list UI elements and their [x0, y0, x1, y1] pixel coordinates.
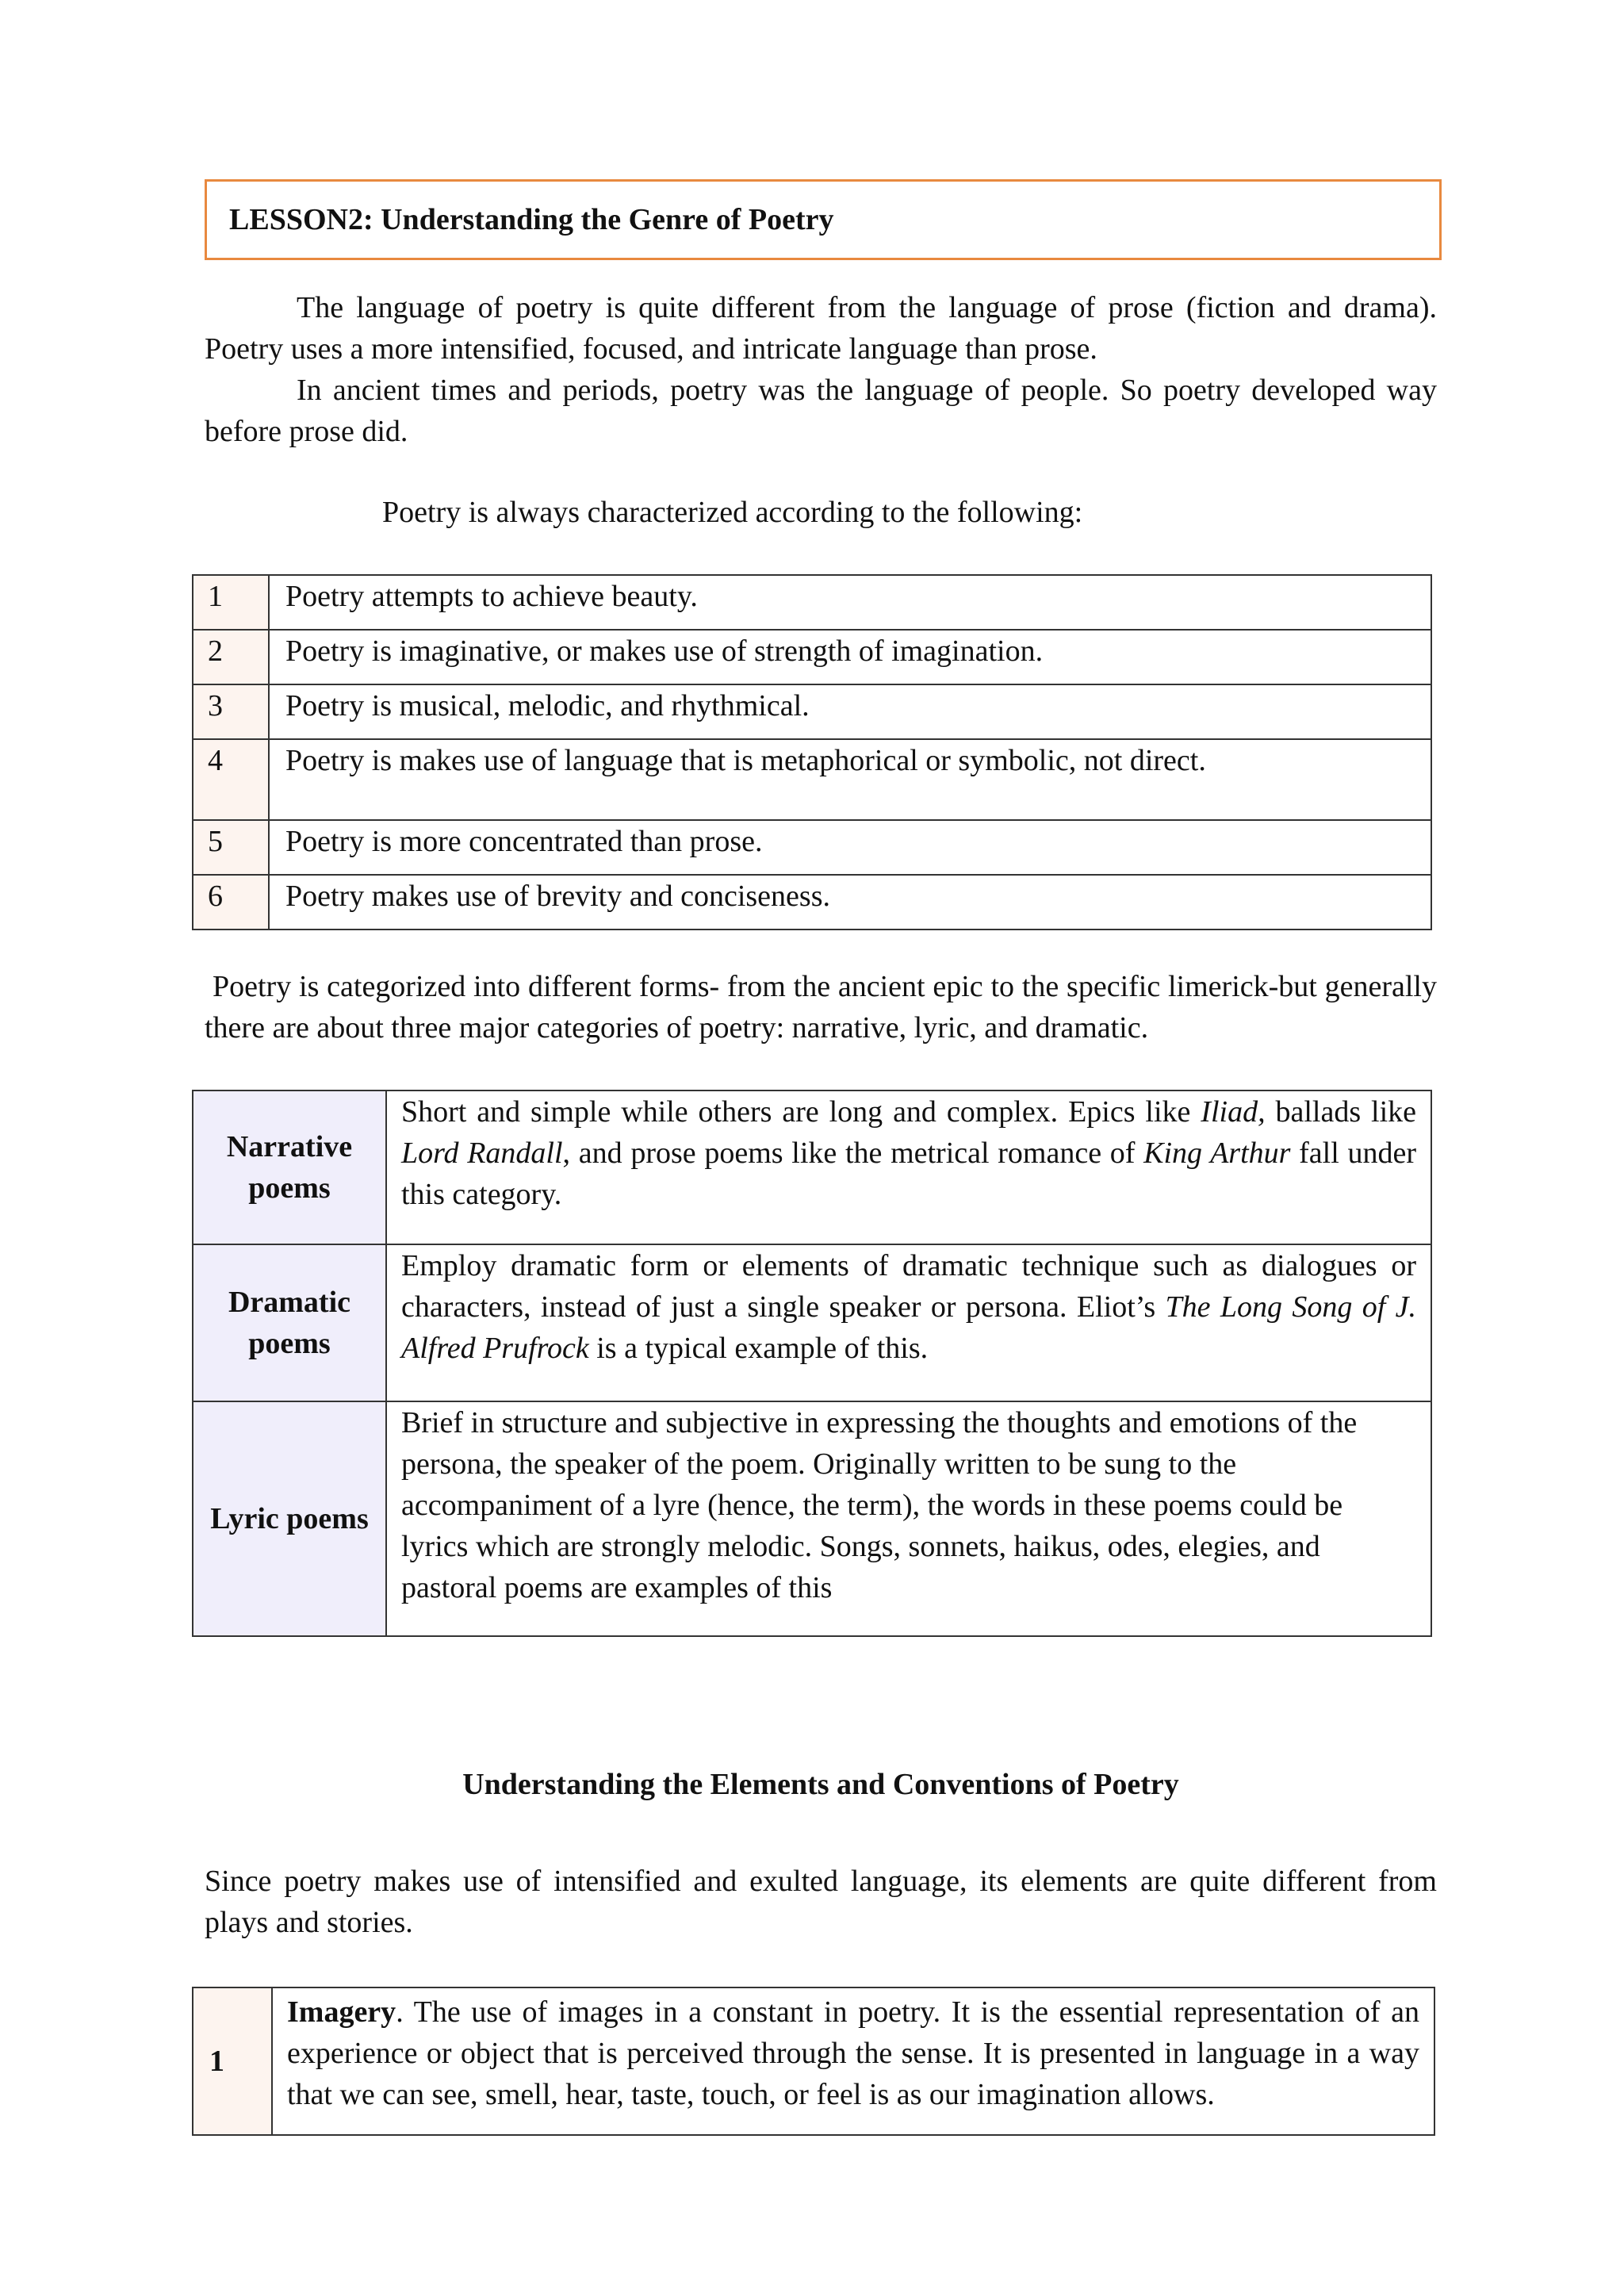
elements-intro: Since poetry makes use of intensified and exulted language, its elements are quite different from plays and stories.: [205, 1865, 1437, 1939]
category-description: Short and simple while others are long and complex. Epics like Iliad, ballads like Lord Randall, and prose poems like the metrical romance of King Arthur fall under this category.: [386, 1091, 1431, 1244]
category-name: Narrative poems: [193, 1091, 386, 1244]
row-text: Poetry is imaginative, or makes use of strength of imagination.: [269, 630, 1431, 684]
table-row: [193, 820, 1431, 875]
characteristics-lead: Poetry is always characterized according to the following:: [382, 496, 1083, 529]
intro-paragraph-1: The language of poetry is quite different from the language of prose (fiction and drama). Poetry uses a more intensified, focused, and intricate language than prose.: [205, 291, 1437, 366]
lesson-title-box: [205, 179, 1442, 260]
categories-intro: Poetry is categorized into different forms- from the ancient epic to the specific limerick-but generally there are about three major categories of poetry: narrative, lyric, and dramatic.: [205, 970, 1437, 1045]
element-description: Imagery. The use of images in a constant in poetry. It is the essential representation of an experience or object that is perceived through the sense. It is presented in language in a way that we can see, smell, hear, taste, touch, or feel is as our imagination allows.: [272, 1987, 1434, 2135]
elements-table: [192, 1987, 1435, 2136]
table-row: [193, 630, 1431, 684]
row-text: Poetry is musical, melodic, and rhythmical.: [269, 684, 1431, 739]
element-term: Imagery: [287, 1995, 396, 2029]
table-row: [193, 684, 1431, 739]
row-number: 3: [193, 684, 269, 739]
row-number: 6: [193, 875, 269, 930]
row-text: Poetry makes use of brevity and conciseness.: [269, 875, 1431, 930]
table-row: [193, 575, 1431, 630]
row-text: Poetry is more concentrated than prose.: [269, 820, 1431, 875]
table-row: [193, 875, 1431, 930]
row-number: 4: [193, 739, 269, 820]
intro-paragraph-2: In ancient times and periods, poetry was the language of people. So poetry developed way before prose did.: [205, 374, 1437, 448]
category-description: Employ dramatic form or elements of dramatic technique such as dialogues or characters, instead of just a single speaker or persona. Eliot’s The Long Song of J. Alfred Prufrock is a typical example of this.: [386, 1244, 1431, 1401]
category-description: Brief in structure and subjective in expressing the thoughts and emotions of the persona, the speaker of the poem. Originally written to be sung to the accompaniment of a lyre (hence, the term), the words in these poems could be lyrics which are strongly melodic. Songs, sonnets, haikus, odes, elegies, and pastoral poems are examples of this: [386, 1401, 1431, 1636]
section-heading: Understanding the Elements and Conventions of Poetry: [462, 1768, 1179, 1801]
row-number: 2: [193, 630, 269, 684]
table-row: [193, 1091, 1431, 1244]
category-name: Lyric poems: [193, 1401, 386, 1636]
row-text: Poetry attempts to achieve beauty.: [269, 575, 1431, 630]
table-row: [193, 1244, 1431, 1401]
row-number: 1: [193, 575, 269, 630]
row-number: 5: [193, 820, 269, 875]
row-number: 1: [193, 1987, 272, 2135]
table-row: [193, 739, 1431, 820]
categories-table: [192, 1090, 1432, 1637]
row-text: Poetry is makes use of language that is metaphorical or symbolic, not direct.: [269, 739, 1431, 820]
lesson-title: LESSON2: Understanding the Genre of Poetry: [229, 203, 834, 236]
category-name: Dramatic poems: [193, 1244, 386, 1401]
table-row: [193, 1401, 1431, 1636]
characteristics-table: [192, 574, 1432, 930]
table-row: [193, 1987, 1434, 2135]
